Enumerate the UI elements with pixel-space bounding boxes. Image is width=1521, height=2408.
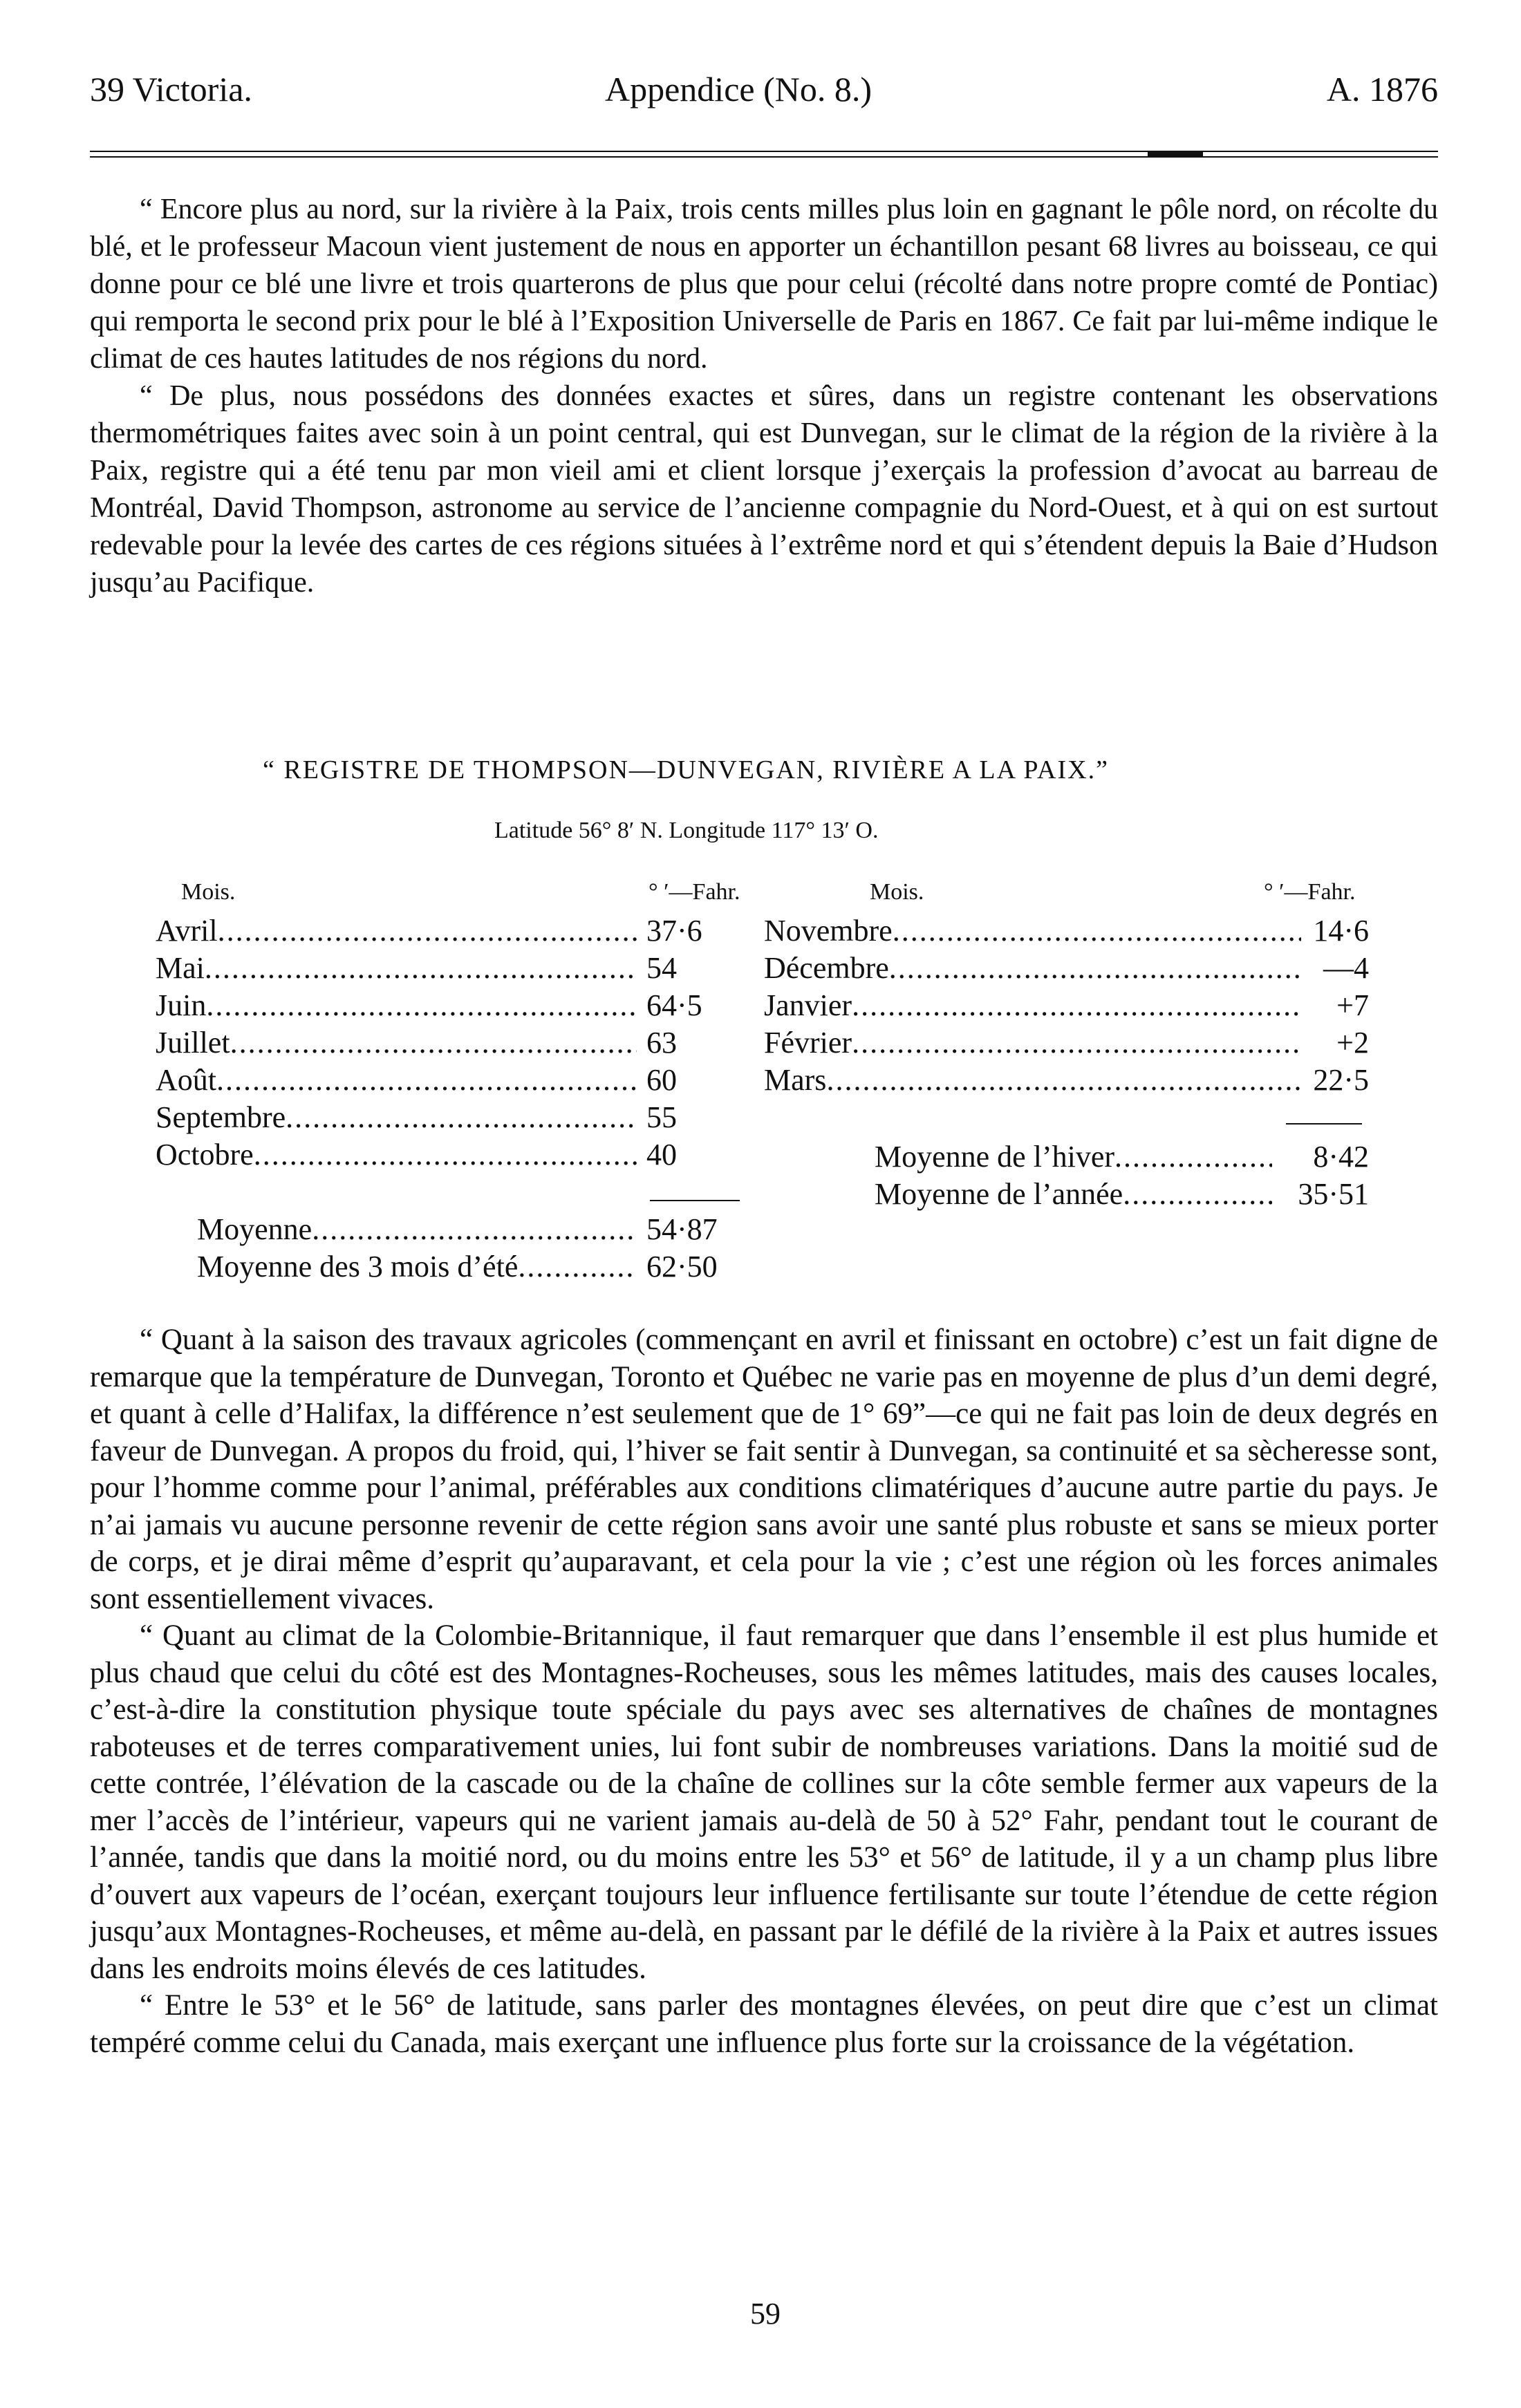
table-row: Mars ..... 22·5 bbox=[764, 1062, 1369, 1099]
winter-averages bbox=[875, 1138, 1369, 1213]
summer-averages bbox=[197, 1211, 750, 1286]
register-left-table bbox=[156, 912, 750, 1174]
body-text-bottom bbox=[90, 1321, 1438, 2061]
running-header bbox=[90, 48, 1438, 112]
paragraph: “ Entre le 53° et le 56° de latitude, sans parler des montagnes élevées, on peut dire que c’est un climat tempéré comme celui du Canada, mais exerçant une influence plus forte sur la croissance de la végétation. bbox=[90, 1989, 1438, 2059]
table-row: Janvier ..... +7 bbox=[764, 987, 1369, 1024]
header-double-rule bbox=[90, 151, 1438, 160]
paragraph: “ Quant à la saison des travaux agricoles (commençant en avril et finissant en octobre) c’est un fait digne de remarque que la température de Dunvegan, Toronto et Québec ne varie pas en moyenne de plus d’un demi degré, et quant à celle d’Halifax, la différence n’est seulement que de 1° 69”—ce qui ne fait pas loin de deux degrés en faveur de Dunvegan. A propos du froid, qui, l’hiver se fait sentir à Dunvegan, sa continuité et sa sècheresse sont, pour l’homme comme pour l’animal, préférables aux conditions climatériques d’aucune autre partie du pays. Je n’ai jamais vu aucune personne revenir de cette région sans avoir une santé plus robuste et sans se mieux porter de corps, et je dirai même d’esprit qu’auparavant, et cela pour la vie ; c’est une région où les forces animales sont essentiellement vivaces. bbox=[90, 1324, 1438, 1615]
table-row: Septembre ..... 55 bbox=[156, 1099, 750, 1136]
table-row: Décembre ..... —4 bbox=[764, 950, 1369, 987]
right-unit-header: ° ′—Fahr. bbox=[1264, 879, 1356, 905]
register-right-table bbox=[764, 912, 1369, 1099]
register-latlong: Latitude 56° 8′ N. Longitude 117° 13′ O. bbox=[494, 818, 879, 843]
table-row: Novembre ..... 14·6 bbox=[764, 912, 1369, 950]
paragraph: “ Encore plus au nord, sur la rivière à la Paix, trois cents milles plus loin en gagnant le pôle nord, on récolte du blé, et le professeur Macoun vient justement de nous en apporter un échantillon pesant 68 livres au boisseau, ce qui donne pour ce blé une livre et trois quarterons de plus que pour celui (récolté dans notre propre comté de Pontiac) qui remporta le second prix pour le blé à l’Exposition Universelle de Paris en 1867. Ce fait par lui-même indique le climat de ces hautes latitudes de nos régions du nord. bbox=[90, 194, 1438, 375]
table-row: Février ..... +2 bbox=[764, 1024, 1369, 1062]
table-row: Moyenne de l’hiver ..... 8·42 bbox=[875, 1138, 1369, 1176]
body-text-top bbox=[90, 191, 1438, 601]
table-row: Moyenne ..... 54·87 bbox=[197, 1211, 750, 1248]
right-sum-rule bbox=[1286, 1123, 1362, 1125]
left-unit-header: ° ′—Fahr. bbox=[648, 879, 740, 905]
table-row: Avril ..... 37·6 bbox=[156, 912, 750, 950]
header-appendix: Appendice (No. 8.) bbox=[605, 70, 872, 109]
table-row: Juin ..... 64·5 bbox=[156, 987, 750, 1024]
table-row: Août ..... 60 bbox=[156, 1062, 750, 1099]
table-row: Octobre ..... 40 bbox=[156, 1136, 750, 1174]
paragraph: “ De plus, nous possédons des données exactes et sûres, dans un registre contenant les observations thermométriques faites avec soin à un point central, qui est Dunvegan, sur le climat de la région de la rivière à la Paix, registre qui a été tenu par mon vieil ami et client lorsque j’exerçais la profession d’avocat au barreau de Montréal, David Thompson, astronome au service de l’ancienne compagnie du Nord-Ouest, et à qui on est surtout redevable pour la levée des cartes de ces régions situées à l’extrême nord et qui s’étendent depuis la Baie d’Hudson jusqu’au Pacifique. bbox=[90, 380, 1438, 599]
page-number: 59 bbox=[750, 2297, 781, 2331]
table-row: Moyenne de l’année ..... 35·51 bbox=[875, 1176, 1369, 1213]
header-year: A. 1876 bbox=[1326, 70, 1438, 109]
header-session: 39 Victoria. bbox=[90, 70, 252, 109]
table-row: Moyenne des 3 mois d’été ..... 62·50 bbox=[197, 1248, 750, 1286]
table-row: Mai ..... 54 bbox=[156, 950, 750, 987]
left-sum-rule bbox=[650, 1200, 740, 1201]
left-month-header: Mois. bbox=[181, 879, 236, 905]
paragraph: “ Quant au climat de la Colombie-Britannique, il faut remarquer que dans l’ensemble il est plus humide et plus chaud que celui du côté est des Montagnes-Rocheuses, sous les mêmes latitudes, mais des causes locales, c’est-à-dire la constitution physique toute spéciale du pays avec ses alternatives de chaînes de montagnes raboteuses et de terres comparativement unies, lui font subir de nombreuses variations. Dans la moitié sud de cette contrée, l’élévation de la cascade ou de la chaîne de collines sur la côte semble fermer aux vapeurs de la mer l’accès de l’intérieur, vapeurs qui ne varient jamais au-delà de 50 à 52° Fahr, pendant tout le courant de l’année, tandis que dans la moitié nord, ou du moins entre les 53° et 56° de latitude, il y a un champ plus libre d’ouvert aux vapeurs de l’océan, exerçant toujours leur influence fertilisante sur toute l’étendue de cette région jusqu’aux Montagnes-Rocheuses, et même au-delà, en passant par le défilé de la rivière à la Paix et autres issues dans les endroits moins élevés de ces latitudes. bbox=[90, 1619, 1438, 1985]
document-page bbox=[90, 48, 1438, 112]
table-row: Juillet ..... 63 bbox=[156, 1024, 750, 1062]
right-month-header: Mois. bbox=[870, 879, 924, 905]
register-title: “ REGISTRE DE THOMPSON—DUNVEGAN, RIVIÈRE A LA PAIX.” bbox=[263, 755, 1109, 784]
